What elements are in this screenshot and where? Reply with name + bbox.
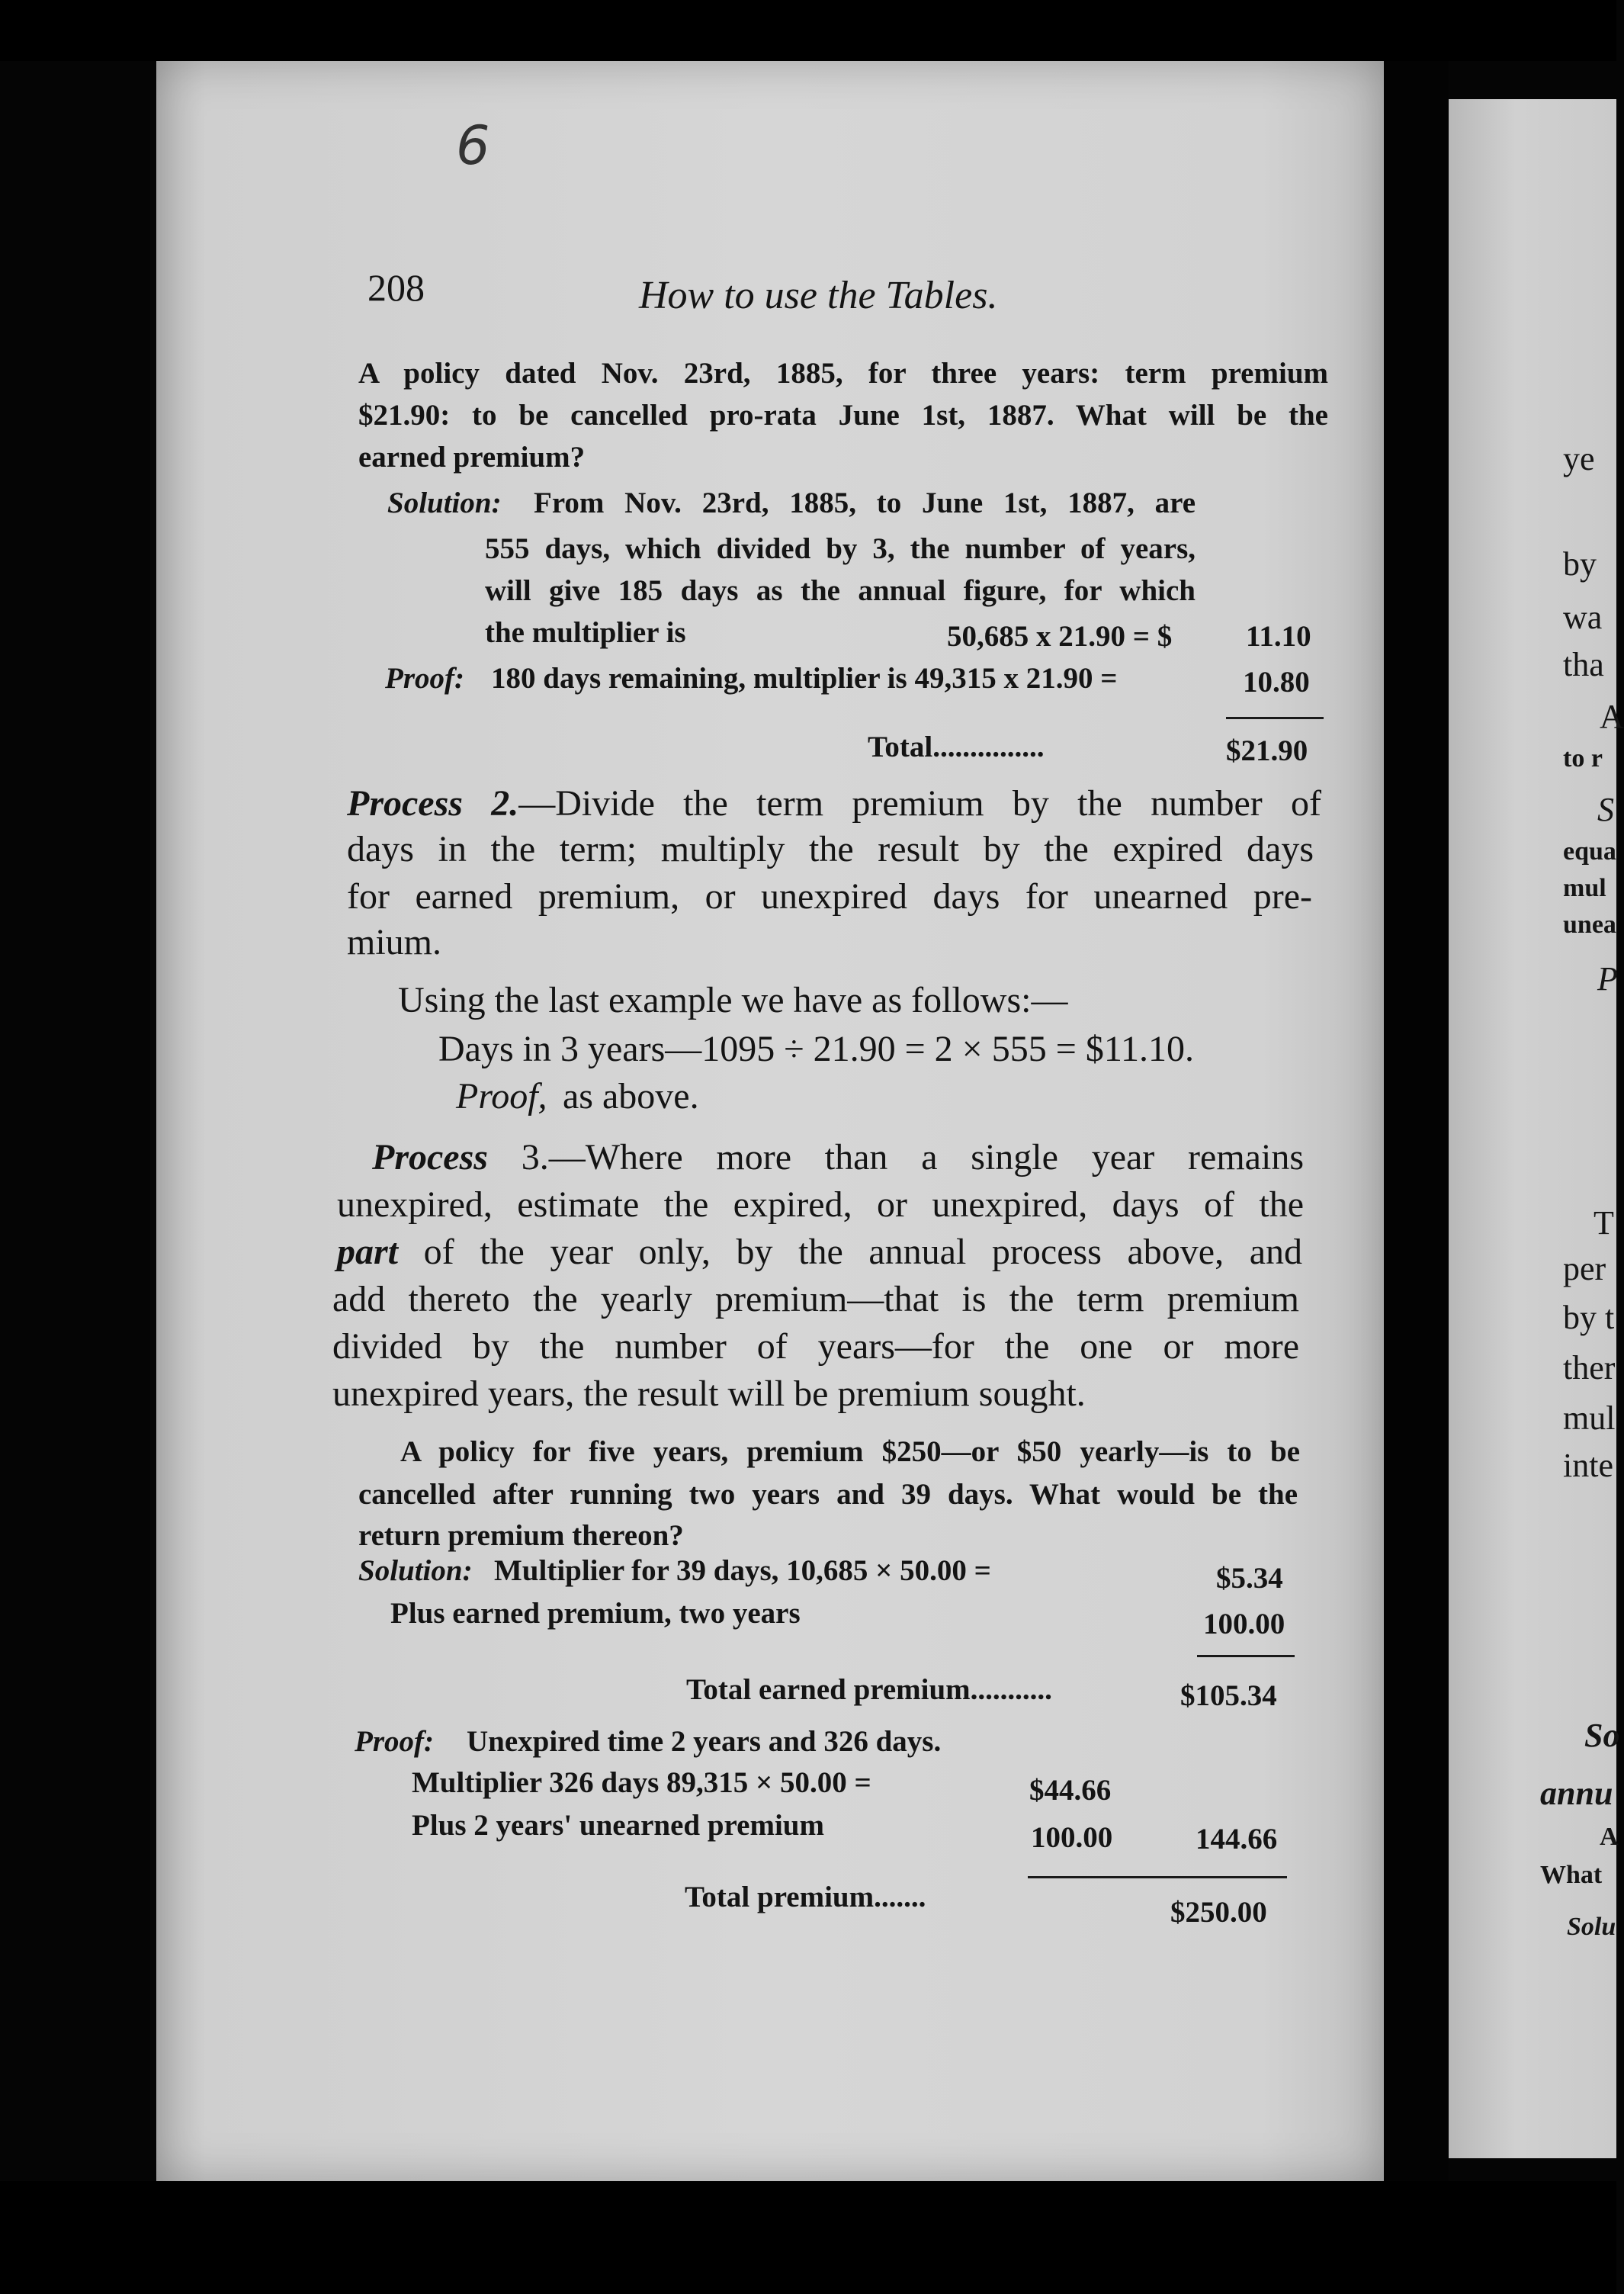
solution-line: From Nov. 23rd, 1885, to June 1st, 1887, are [534, 487, 1196, 519]
process3-line: add thereto the yearly premium—that is the term premium [332, 1279, 1299, 1319]
facing-fragment: by t [1563, 1299, 1615, 1336]
process2-line [347, 783, 1321, 824]
facing-fragment: per [1563, 1250, 1606, 1287]
using-line: Using the last example we have as follows:— [398, 980, 1068, 1020]
solution2-text: Multiplier for 39 days, 10,685 × 50.00 = [494, 1554, 991, 1587]
facing-fragment: inte [1563, 1447, 1613, 1484]
solution-label: Solution: [387, 487, 502, 519]
process3-line-text: of the year only, by the annual process above, and [423, 1232, 1302, 1272]
facing-fragment: A [1600, 1823, 1619, 1851]
facing-fragment: equa [1563, 837, 1616, 866]
proof3-label: Proof: [355, 1725, 434, 1758]
total-earned-label: Total earned premium........... [686, 1673, 1052, 1706]
total-label: Total............... [868, 731, 1045, 763]
solution-line: will give 185 days as the annual figure, for which [485, 574, 1196, 607]
facing-fragment: mul [1563, 874, 1606, 902]
facing-fragment: by [1563, 545, 1597, 583]
process3-part-word: part [337, 1232, 399, 1272]
process3-line: divided by the number of years—for the one or more [332, 1326, 1299, 1367]
example2-line: A policy for five years, premium $250—or $50 yearly—is to be [400, 1435, 1300, 1468]
process3-line [337, 1234, 1302, 1271]
facing-fragment: unea [1563, 911, 1616, 939]
example1-line: $21.90: to be cancelled pro-rata June 1st, 1887. What will be the [358, 399, 1328, 432]
process3-line: unexpired years, the result will be premium sought. [332, 1374, 1086, 1414]
facing-fragment: What [1540, 1861, 1603, 1889]
plus-unearned-total: 144.66 [1196, 1823, 1278, 1855]
solution-amount: 11.10 [1246, 620, 1311, 653]
example1-line: A policy dated Nov. 23rd, 1885, for three years: term premium [358, 357, 1328, 390]
running-head: How to use the Tables. [639, 274, 998, 317]
plus-unearned-text: Plus 2 years' unearned premium [412, 1809, 824, 1842]
book-gutter [1384, 61, 1449, 2181]
example2-line: return premium thereon? [358, 1519, 684, 1552]
total-premium-amount: $250.00 [1170, 1896, 1267, 1929]
process3-line: unexpired, estimate the expired, or unexpired, days of the [337, 1184, 1304, 1225]
solution2-label: Solution: [358, 1554, 473, 1587]
solution2-amount: $5.34 [1216, 1562, 1283, 1595]
proof-label: Proof: [385, 662, 464, 695]
process2-line: for earned premium, or unexpired days for unearned pre- [347, 876, 1312, 917]
plus-earned-amount: 100.00 [1203, 1608, 1285, 1640]
total-earned-amount: $105.34 [1180, 1679, 1277, 1712]
facing-fragment: S [1597, 791, 1614, 828]
film-border-top [0, 0, 1616, 61]
sum-rule [1197, 1655, 1295, 1657]
facing-fragment: ther [1563, 1349, 1616, 1386]
example2-line: cancelled after running two years and 39 days. What would be the [358, 1478, 1298, 1511]
proof-amount: 10.80 [1243, 666, 1310, 699]
facing-fragment: to r [1563, 744, 1603, 773]
process2-line: days in the term; multiply the result by the expired days [347, 829, 1314, 869]
facing-page [1449, 99, 1616, 2158]
solution-calc: 50,685 x 21.90 = $ [947, 620, 1173, 653]
sum-rule [1226, 717, 1324, 719]
total-amount: $21.90 [1226, 734, 1308, 767]
facing-fragment: wa [1563, 599, 1603, 636]
facing-fragment: T [1594, 1204, 1614, 1242]
facing-fragment: annu [1540, 1775, 1613, 1812]
process3-line-text: —Where more than a single year remains [548, 1137, 1304, 1178]
facing-fragment: Solu [1567, 1913, 1616, 1941]
process2-line-text: —Divide the term premium by the number of [518, 783, 1321, 824]
page-number: 208 [367, 266, 425, 309]
multiplier-amount: $44.66 [1029, 1774, 1112, 1807]
handwritten-margin-note: 6 [456, 114, 490, 177]
facing-fragment: mul [1563, 1399, 1616, 1437]
total-premium-label: Total premium....... [685, 1881, 926, 1913]
facing-fragment: ye [1563, 440, 1595, 477]
sum-rule [1028, 1876, 1287, 1878]
film-border-bottom [0, 2181, 1616, 2294]
multiplier-text: Multiplier 326 days 89,315 × 50.00 = [412, 1766, 871, 1799]
facing-fragment: So [1584, 1717, 1620, 1754]
process3-label-num: 3. [521, 1137, 549, 1178]
proof2-label: Proof, [456, 1076, 547, 1116]
facing-fragment: tha [1563, 646, 1604, 683]
process3-line [372, 1139, 1304, 1176]
process3-label: Process [372, 1137, 488, 1178]
facing-fragment: P [1597, 960, 1618, 998]
process2-label: Process 2. [347, 783, 519, 824]
facing-fragment: A [1600, 698, 1624, 735]
plus-earned-text: Plus earned premium, two years [390, 1597, 801, 1630]
example1-line: earned premium? [358, 441, 586, 474]
proof3-text: Unexpired time 2 years and 326 days. [467, 1725, 942, 1758]
days-line: Days in 3 years—1095 ÷ 21.90 = 2 × 555 = $11.10. [438, 1029, 1195, 1069]
process2-line: mium. [347, 922, 442, 962]
proof2-rest: as above. [563, 1076, 699, 1116]
plus-unearned-amount: 100.00 [1031, 1821, 1113, 1854]
solution-line: the multiplier is [485, 616, 686, 649]
proof-text: 180 days remaining, multiplier is 49,315 x 21.90 = [491, 662, 1118, 695]
solution-line: 555 days, which divided by 3, the number of years, [485, 532, 1196, 565]
